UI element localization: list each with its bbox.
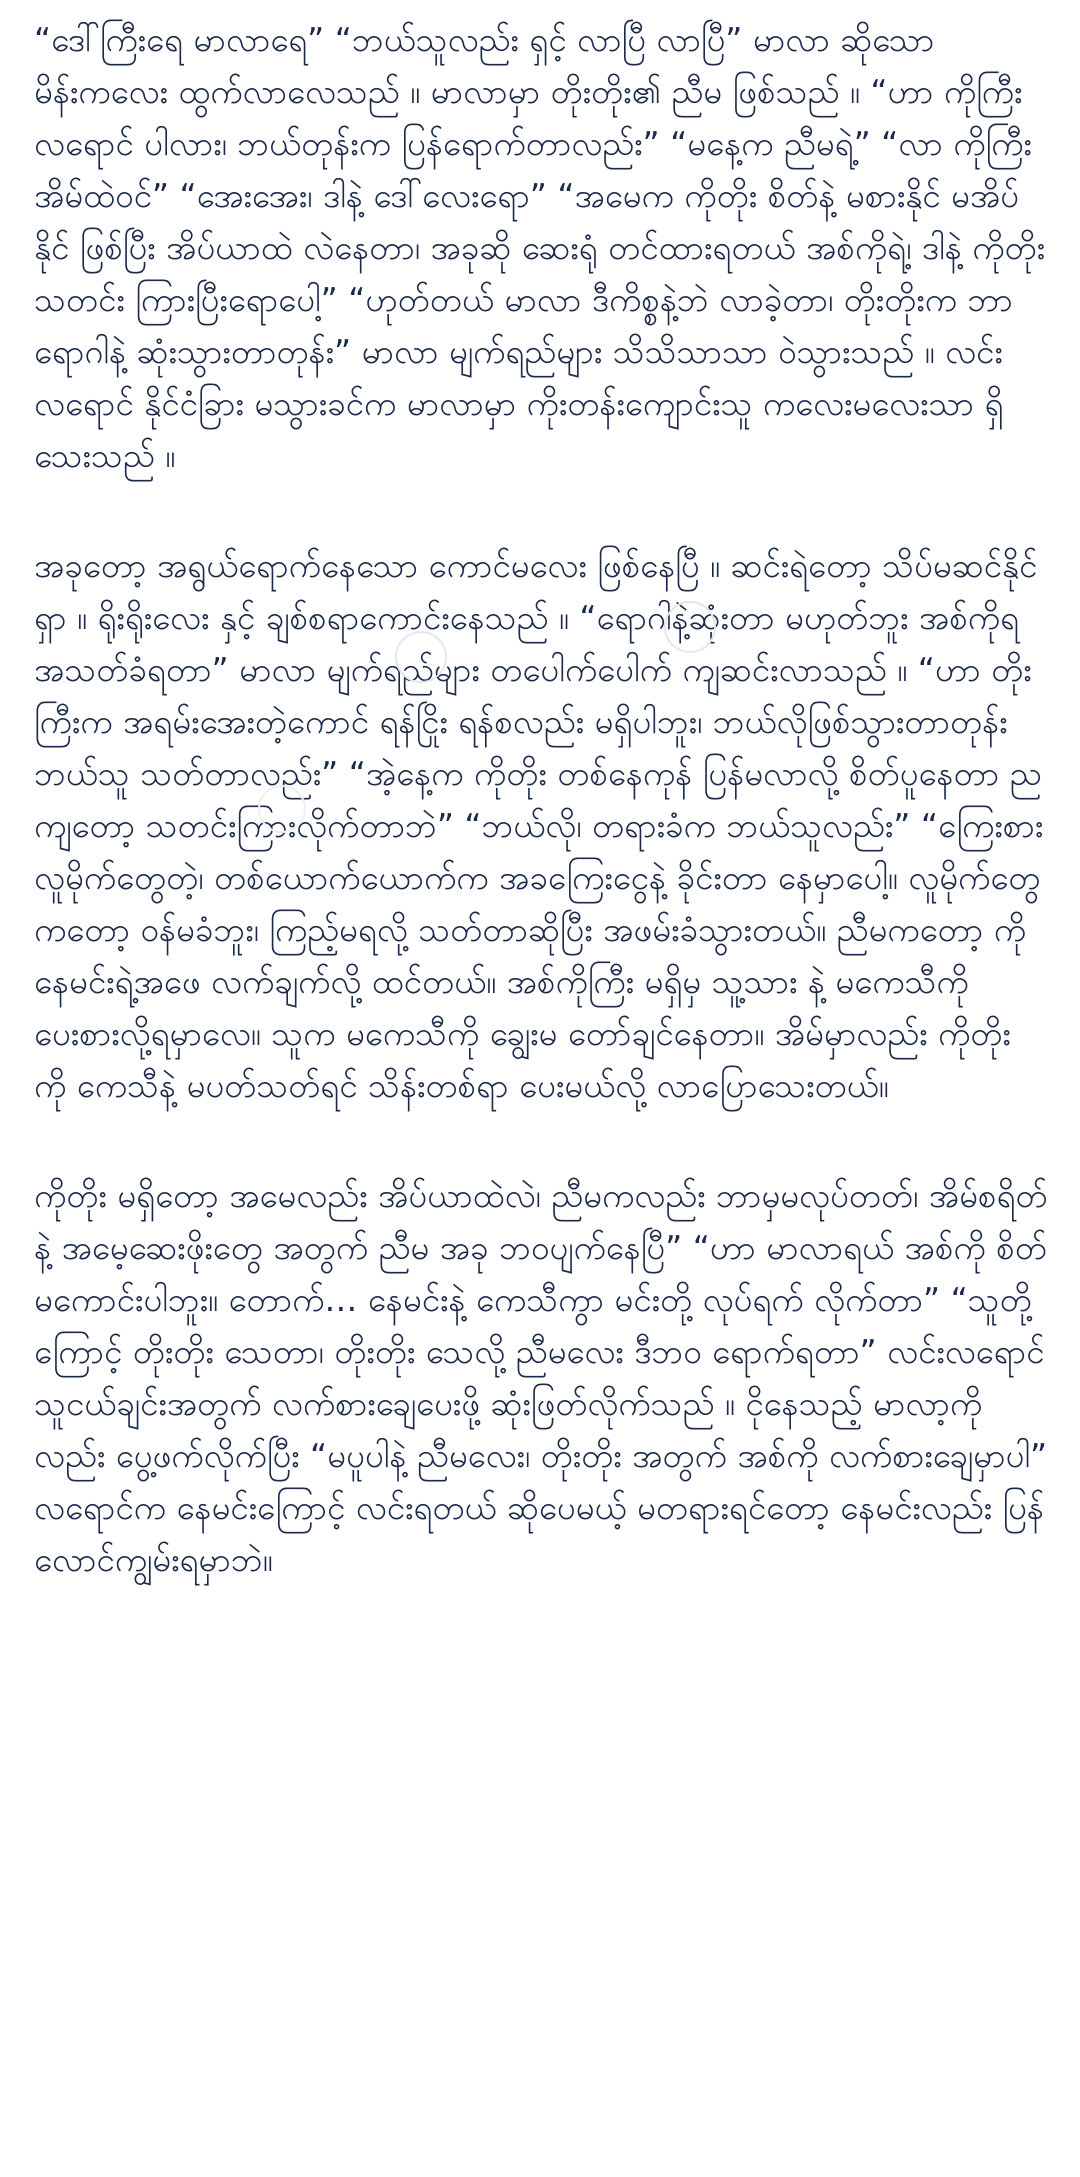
faint-circle-decoration	[258, 785, 306, 833]
faint-circle-decoration	[664, 601, 716, 653]
paragraph-2: အခုတော့ အရွယ်ရောက်နေသော ကောင်မလေး ဖြစ်နေပြီ ။ ဆင်းရဲတော့ သိပ်မဆင်နိုင်ရှာ ။ ရိုးရိုးလေး နှင့် ချစ်စရာကောင်းနေသည် ။ “ရောဂါနဲ့ဆုံးတာ မဟုတ်ဘူး အစ်ကိုရ အသတ်ခံရတာ” မာလာ မျက်ရည်များ တပေါက်ပေါက် ကျဆင်းလာသည် ။ “ဟာ တိုးကြီးက အရမ်းအေးတဲ့ကောင် ရန်ငြိုး ရန်စလည်း မရှိပါဘူး၊ ဘယ်လိုဖြစ်သွားတာတုန်း ဘယ်သူ သတ်တာလည်း” “အဲ့နေ့က ကိုတိုး တစ်နေကုန် ပြန်မလာလို့ စိတ်ပူနေတာ ညကျတော့ သတင်းကြားလိုက်တာဘဲ” “ဘယ်လို၊ တရားခံက ဘယ်သူလည်း” “ကြေးစားလူမိုက်တွေတဲ့၊ တစ်ယောက်ယောက်က အခကြေးငွေနဲ့ ခိုင်းတာ နေမှာပေါ့။ လူမိုက်တွေကတော့ ဝန်မခံဘူး၊ ကြည့်မရလို့ သတ်တာဆိုပြီး အဖမ်းခံသွားတယ်။ ညီမကတော့ ကိုနေမင်းရဲ့အဖေ လက်ချက်လို့ ထင်တယ်။ အစ်ကိုကြီး မရှိမှ သူ့သား နဲ့ မကေသီကို ပေးစားလို့ရမှာလေ။ သူက မကေသီကို ချွေးမ တော်ချင်နေတာ။ အိမ်မှာလည်း ကိုတိုး ကို ကေသီနဲ့ မပတ်သတ်ရင် သိန်းတစ်ရာ ပေးမယ်လို့ လာပြောသေးတယ်။	[34, 546, 1044, 1105]
paragraph-1: “ဒေါ်ကြီးရေ မာလာရေ” “ဘယ်သူလည်း ရှင့် လာပြီ လာပြီ” မာလာ ဆိုသော မိန်းကလေး ထွက်လာလေသည် ။ မာလာမှာ တိုးတိုး၏ ညီမ ဖြစ်သည် ။ “ဟာ ကိုကြီးလရောင် ပါလား၊ ဘယ်တုန်းက ပြန်ရောက်တာလည်း” “မနေ့က ညီမရဲ့” “လာ ကိုကြီး အိမ်ထဲဝင်” “အေးအေး၊ ဒါနဲ့ ဒေါ်လေးရော” “အမေက ကိုတိုး စိတ်နဲ့ မစားနိုင် မအိပ်နိုင် ဖြစ်ပြီး အိပ်ယာထဲ လဲနေတာ၊ အခုဆို ဆေးရုံ တင်ထားရတယ် အစ်ကိုရဲ့၊ ဒါနဲ့ ကိုတိုး သတင်း ကြားပြီးရောပေါ့” “ဟုတ်တယ် မာလာ ဒီကိစ္စနဲ့ဘဲ လာခဲ့တာ၊ တိုးတိုးက ဘာရောဂါနဲ့ ဆုံးသွားတာတုန်း” မာလာ မျက်ရည်များ သိသိသာသာ ဝဲသွားသည် ။ လင်းလရောင် နိုင်ငံခြား မသွားခင်က မာလာမှာ ကိုးတန်းကျောင်းသူ ကလေးမလေးသာ ရှိသေးသည် ။	[34, 20, 1046, 475]
faint-circle-decoration	[395, 631, 447, 683]
paragraph-3: ကိုတိုး မရှိတော့ အမေလည်း အိပ်ယာထဲလဲ၊ ညီမကလည်း ဘာမှမလုပ်တတ်၊ အိမ်စရိတ်နဲ့ အမေ့ဆေးဖိုးတွေ အတွက် ညီမ အခု ဘဝပျက်နေပြီ” “ဟာ မာလာရယ် အစ်ကို စိတ်မကောင်းပါဘူး။ တောက်… နေမင်းနဲ့ ကေသီကွာ မင်းတို့ လုပ်ရက် လိုက်တာ” “သူတို့ကြောင့် တိုးတိုး သေတာ၊ တိုးတိုး သေလို့ ညီမလေး ဒီဘဝ ရောက်ရတာ” လင်းလရောင် သူငယ်ချင်းအတွက် လက်စားချေပေးဖို့ ဆုံးဖြတ်လိုက်သည် ။ ငိုနေသည့် မာလာ့ကိုလည်း ပွေ့ဖက်လိုက်ပြီး “မပူပါနဲ့ ညီမလေး၊ တိုးတိုး အတွက် အစ်ကို လက်စားချေမှာပါ” လရောင်က နေမင်းကြောင့် လင်းရတယ် ဆိုပေမယ့် မတရားရင်တော့ နေမင်းလည်း ပြန်လောင်ကျွမ်းရမှာဘဲ။	[34, 1176, 1048, 1579]
